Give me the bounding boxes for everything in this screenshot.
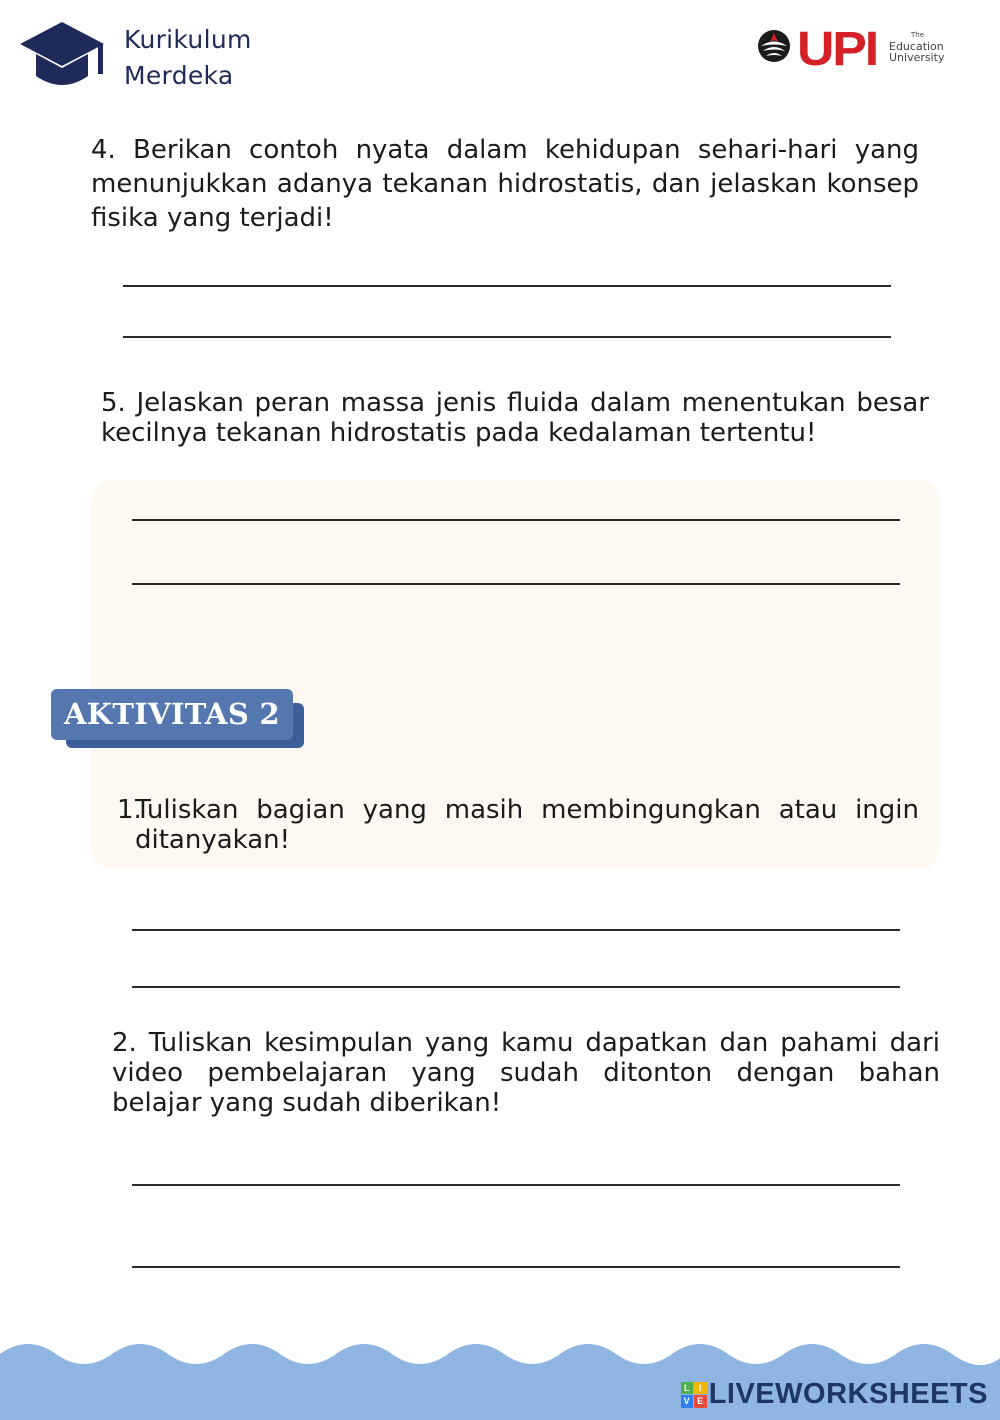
graduation-cap-icon	[18, 20, 106, 92]
activity-badge: AKTIVITAS 2	[51, 689, 293, 740]
upi-logo-subtitle	[889, 30, 945, 63]
liveworksheets-watermark	[681, 1378, 988, 1411]
activity-item-2: 2. Tuliskan kesimpulan yang kamu dapatkan dan pahami dari video pembelajaran yang sudah ditonton dengan bahan belajar yang sudah diberikan!	[112, 1028, 940, 1118]
logo-letter: L	[681, 1382, 694, 1395]
answer-line[interactable]	[123, 285, 891, 287]
question-4: 4. Berikan contoh nyata dalam kehidupan sehari-hari yang menunjukkan adanya tekanan hidrostatis, dan jelaskan konsep fisika yang terjadi!	[91, 135, 919, 233]
liveworksheets-logo-icon	[681, 1382, 707, 1408]
question-5: 5. Jelaskan peran massa jenis fluida dalam menentukan besar kecilnya tekanan hidrostatis pada kedalaman tertentu!	[101, 388, 929, 448]
item-1-number: 1.	[117, 795, 142, 825]
upi-subtitle-line-2: University	[889, 51, 945, 64]
answer-line[interactable]	[132, 929, 900, 931]
watermark-text: LIVEWORKSHEETS	[708, 1378, 988, 1410]
answer-line[interactable]	[132, 519, 900, 521]
brand-line-2: Merdeka	[124, 61, 234, 90]
upi-logo-word: UPI	[797, 23, 877, 76]
brand-title	[124, 22, 252, 94]
answer-line[interactable]	[123, 336, 891, 338]
brand-line-1: Kurikulum	[124, 25, 252, 54]
activity-item-1: Tuliskan bagian yang masih membingungkan atau ingin ditanyakan!	[135, 795, 919, 855]
logo-letter: V	[681, 1395, 694, 1408]
upi-emblem-icon	[757, 29, 791, 63]
answer-line[interactable]	[132, 1266, 900, 1268]
logo-letter: I	[694, 1382, 707, 1395]
upi-subtitle-small: The	[911, 31, 925, 39]
upi-subtitle-line-1: Education	[889, 40, 944, 53]
answer-line[interactable]	[132, 986, 900, 988]
logo-letter: E	[694, 1395, 707, 1408]
answer-line[interactable]	[132, 583, 900, 585]
answer-line[interactable]	[132, 1184, 900, 1186]
